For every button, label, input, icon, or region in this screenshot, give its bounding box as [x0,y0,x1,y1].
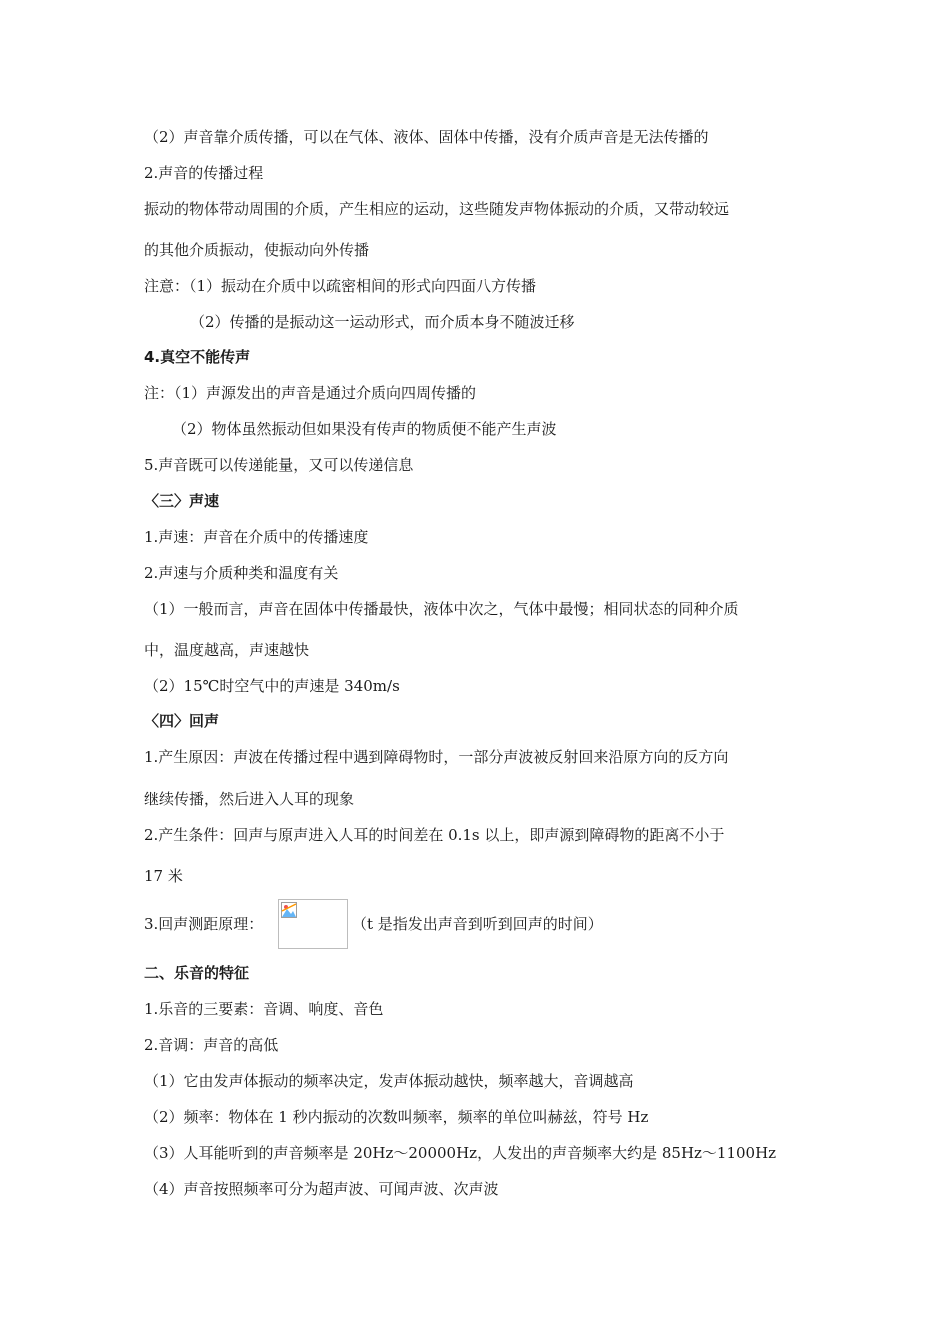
text-line: 2.音调：声音的高低 [144,1036,279,1054]
text-line: 1.产生原因：声波在传播过程中遇到障碍物时，一部分声波被反射回来沿原方向的反方向 [144,748,729,766]
text-line: （2）物体虽然振动但如果没有传声的物质便不能产生声波 [172,420,557,438]
formula-image-placeholder [278,899,348,949]
section-heading: 4.真空不能传声 [144,348,251,366]
text-line: 振动的物体带动周围的介质，产生相应的运动，这些随发声物体振动的介质，又带动较远 [144,200,730,218]
text-line: （3）人耳能听到的声音频率是 20Hz～20000Hz，人发出的声音频率大约是 85Hz～1100Hz [144,1144,777,1162]
text-line: 继续传播，然后进入人耳的现象 [144,790,355,808]
text-line: （2）频率：物体在 1 秒内振动的次数叫频率，频率的单位叫赫兹，符号 Hz [144,1108,649,1126]
text-line: 注意：（1）振动在介质中以疏密相间的形式向四面八方传播 [144,277,537,295]
section-heading: 〈四〉回声 [144,712,220,730]
text-line: 1.乐音的三要素：音调、响度、音色 [144,1000,384,1018]
text-line: 1.声速：声音在介质中的传播速度 [144,528,369,546]
section-heading: 〈三〉声速 [144,492,220,510]
text-line: 2.产生条件：回声与原声进入人耳的时间差在 0.1s 以上，即声源到障碍物的距离不小于 [144,826,725,844]
broken-image-icon [281,902,297,918]
text-line: （2）声音靠介质传播，可以在气体、液体、固体中传播，没有介质声音是无法传播的 [144,128,709,146]
text-line: （1）一般而言，声音在固体中传播最快，液体中次之，气体中最慢；相同状态的同种介质 [144,600,739,618]
text-line: 的其他介质振动，使振动向外传播 [144,241,370,259]
text-line: 注：（1）声源发出的声音是通过介质向四周传播的 [144,384,477,402]
text-line: （t 是指发出声音到听到回声的时间） [352,915,603,933]
text-line: 2.声速与介质种类和温度有关 [144,564,339,582]
text-line: 5.声音既可以传递能量，又可以传递信息 [144,456,414,474]
text-line: 3.回声测距原理： [144,915,264,933]
text-line: （2）传播的是振动这一运动形式，而介质本身不随波迁移 [190,313,575,331]
section-heading: 二、乐音的特征 [144,964,250,982]
text-line: （4）声音按照频率可分为超声波、可闻声波、次声波 [144,1180,499,1198]
text-line: （1）它由发声体振动的频率决定，发声体振动越快，频率越大，音调越高 [144,1072,634,1090]
text-line: 中，温度越高，声速越快 [144,641,310,659]
text-line: 2.声音的传播过程 [144,164,264,182]
text-line: 17 米 [144,867,183,885]
text-line: （2）15℃时空气中的声速是 340m/s [144,677,400,695]
